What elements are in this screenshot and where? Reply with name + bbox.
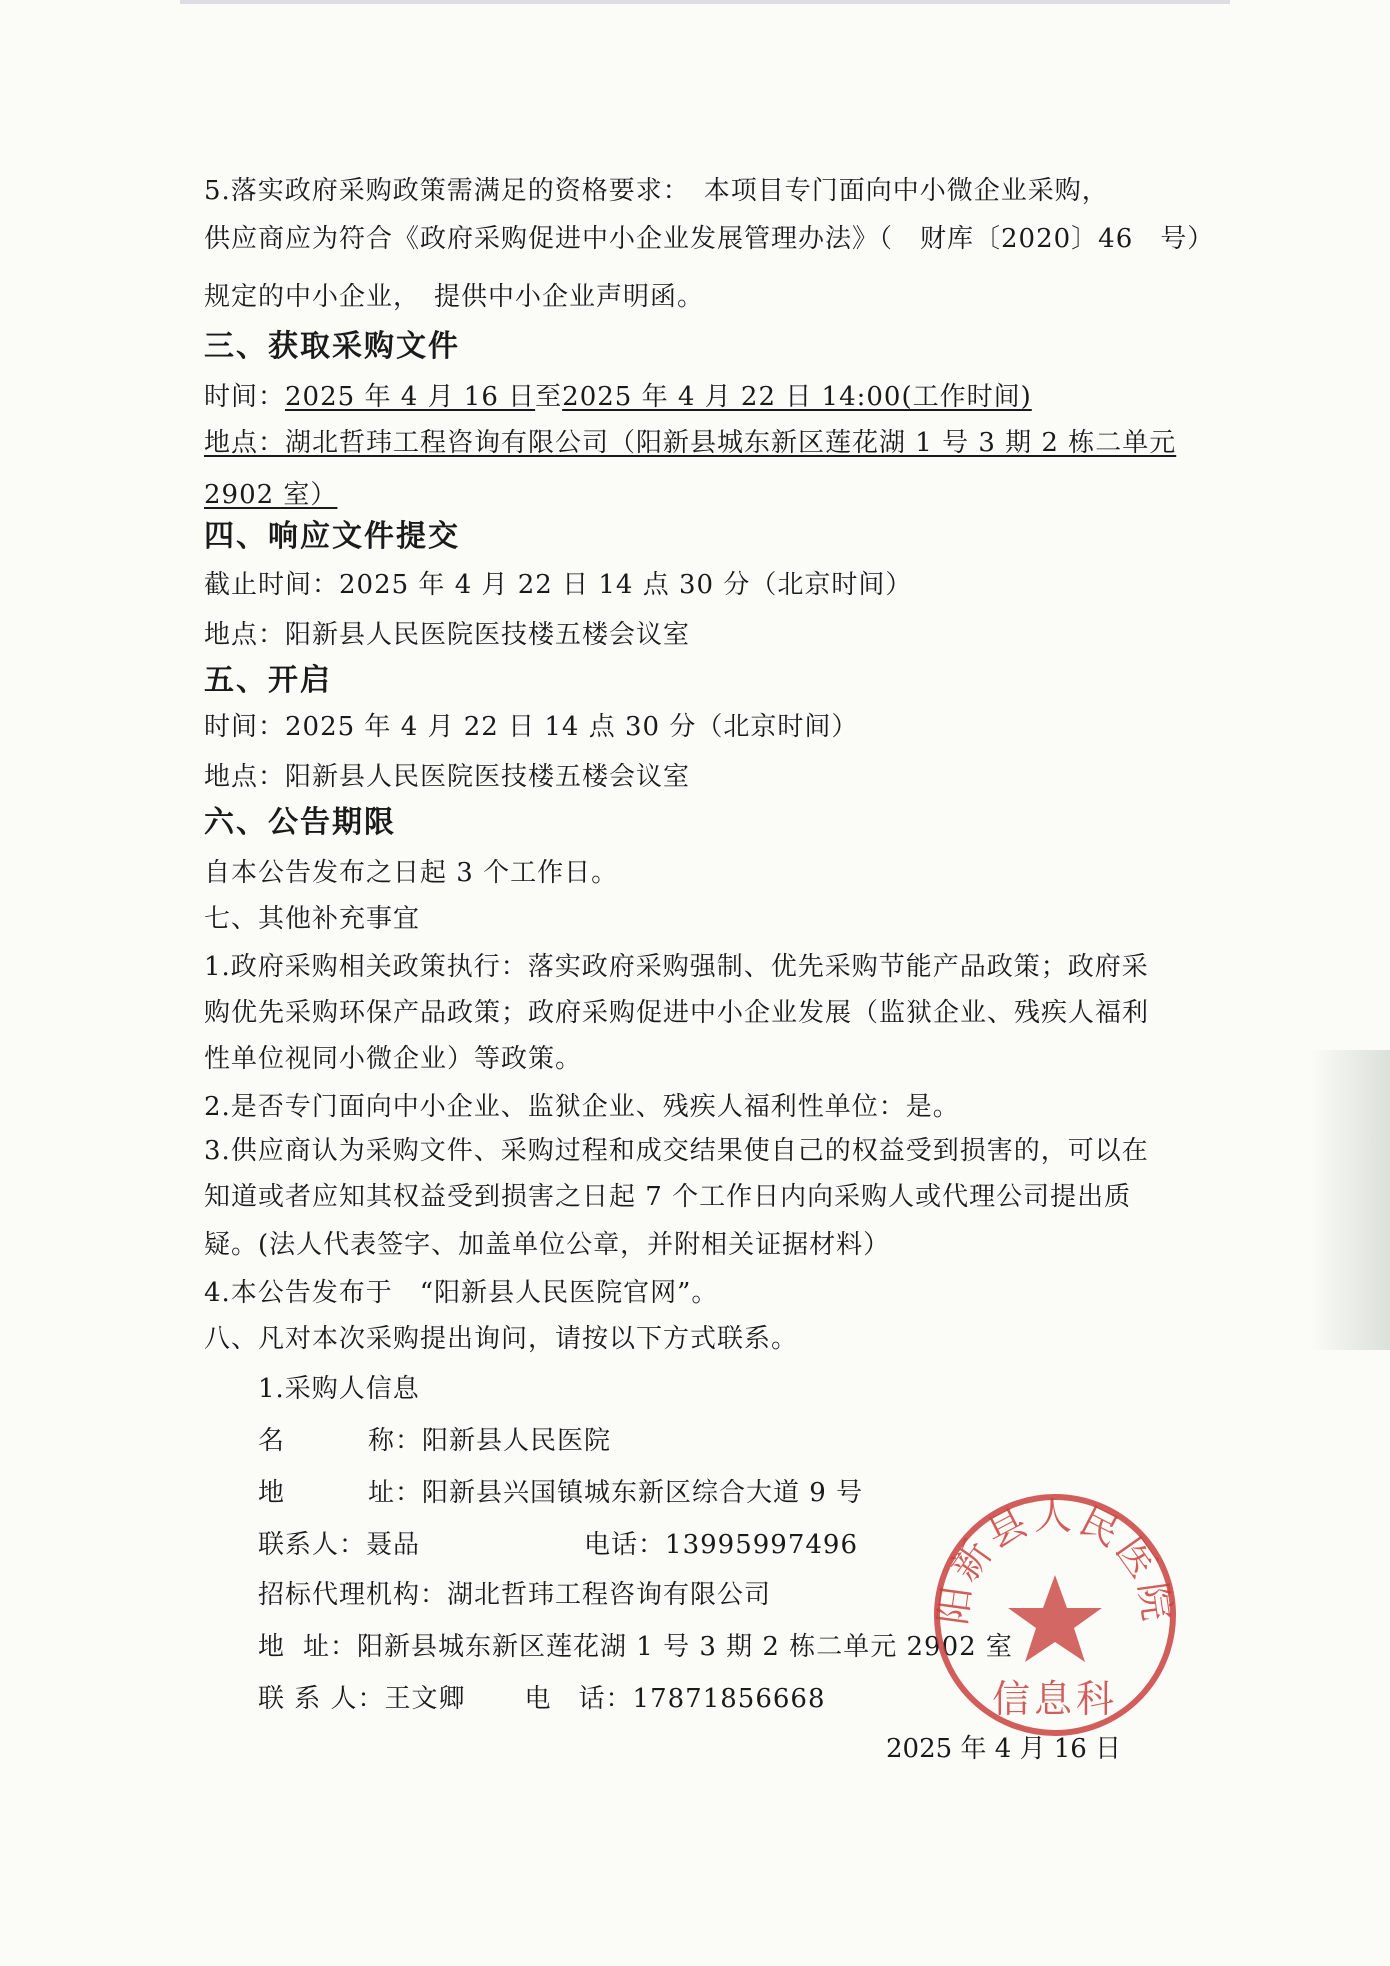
buyer-contact-value: 聂品 — [366, 1530, 421, 1560]
agency-phone-label: 电 话： — [524, 1684, 633, 1714]
document-date: 2025 年 4 月 16 日 — [886, 1734, 1122, 1764]
agency-contact-row — [258, 1682, 826, 1716]
section-4-title: 四、响应文件提交 — [204, 519, 460, 554]
sec7-p2: 2.是否专门面向中小企业、监狱企业、残疾人福利性单位：是。 — [204, 1092, 960, 1122]
buyer-phone-label: 电话： — [584, 1530, 666, 1560]
agency-row — [258, 1578, 771, 1612]
buyer-name-label-2: 称： — [368, 1426, 423, 1456]
sec7-p3-line-1: 3.供应商认为采购文件、采购过程和成交结果使自己的权益受到损害的，可以在 — [204, 1136, 1149, 1166]
section-8-title: 八、凡对本次采购提出询问，请按以下方式联系。 — [204, 1324, 799, 1354]
agency-address-value: 阳新县城东新区莲花湖 1 号 3 期 2 栋二单元 2902 室 — [357, 1632, 1013, 1662]
sec7-p3-line-3: 疑。(法人代表签字、加盖单位公章，并附相关证据材料） — [204, 1230, 891, 1260]
section-6-title: 六、公告期限 — [204, 805, 396, 840]
buyer-address-label-2: 址： — [368, 1478, 423, 1508]
sec3-time — [204, 380, 1032, 414]
agency-address-label-1: 地 — [258, 1632, 286, 1662]
seal-top-text-path: 阳新县人民医院 — [930, 1494, 1180, 1628]
buyer-name-label-1: 名 — [258, 1426, 286, 1456]
qualification-line-1: 5.落实政府采购政策需满足的资格要求： 本项目专门面向中小微企业采购， — [204, 176, 1109, 206]
buyer-info-title: 1.采购人信息 — [258, 1374, 420, 1404]
sec3-time-label: 时间： — [204, 382, 286, 412]
qualification-line-2: 供应商应为符合《政府采购促进中小企业发展管理办法》（ 财库〔2020〕46 号） — [204, 224, 1215, 254]
buyer-name-value: 阳新县人民医院 — [422, 1426, 612, 1456]
agency-value: 湖北哲玮工程咨询有限公司 — [447, 1580, 772, 1610]
sec3-time-start: 2025 年 4 月 16 日 — [285, 382, 536, 412]
buyer-contact-row — [258, 1528, 858, 1562]
buyer-address-row — [258, 1476, 863, 1510]
section-7-title: 七、其他补充事宜 — [204, 904, 421, 934]
sec5-place: 地点：阳新县人民医院医技楼五楼会议室 — [204, 762, 691, 792]
sec7-p1-line-3: 性单位视同小微企业）等政策。 — [204, 1044, 583, 1074]
sec5-time: 时间：2025 年 4 月 22 日 14 点 30 分（北京时间） — [204, 712, 859, 742]
buyer-address-label-1: 地 — [258, 1478, 286, 1508]
agency-address-row — [258, 1630, 1013, 1664]
sec3-time-to: 至 — [535, 382, 563, 412]
agency-phone-value: 17871856668 — [632, 1684, 826, 1714]
sec4-place: 地点：阳新县人民医院医技楼五楼会议室 — [204, 620, 691, 650]
buyer-phone-value: 13995997496 — [665, 1530, 858, 1560]
agency-address-label-2: 址： — [303, 1632, 358, 1662]
agency-label: 招标代理机构： — [258, 1580, 448, 1610]
sec7-p1-line-2: 购优先采购环保产品政策；政府采购促进中小企业发展（监狱企业、残疾人福利 — [204, 998, 1150, 1028]
qualification-line-3: 规定的中小企业， 提供中小企业声明函。 — [204, 282, 705, 312]
sec7-p4: 4.本公告发布于 “阳新县人民医院官网”。 — [204, 1278, 719, 1308]
sec3-place-line-2: 2902 室） — [204, 480, 338, 510]
seal-bottom-text: 信息科 — [991, 1677, 1119, 1721]
sec7-p3-line-2: 知道或者应知其权益受到损害之日起 7 个工作日内向采购人或代理公司提出质 — [204, 1182, 1132, 1212]
section-5-title: 五、开启 — [204, 663, 332, 698]
seal-star-icon — [1008, 1575, 1102, 1662]
official-seal-icon — [930, 1490, 1180, 1740]
sec7-p1-line-1: 1.政府采购相关政策执行：落实政府采购强制、优先采购节能产品政策；政府采 — [204, 952, 1149, 982]
agency-contact-value: 王文卿 — [384, 1684, 466, 1714]
sec3-time-end: 2025 年 4 月 22 日 14:00(工作时间) — [562, 382, 1032, 412]
scan-shadow — [1310, 1050, 1390, 1350]
sec6-text: 自本公告发布之日起 3 个工作日。 — [204, 858, 619, 888]
scan-edge — [180, 0, 1230, 4]
buyer-contact-label: 联系人： — [258, 1530, 367, 1560]
buyer-address-value: 阳新县兴国镇城东新区综合大道 9 号 — [422, 1478, 864, 1508]
agency-contact-label: 联 系 人： — [258, 1684, 385, 1714]
section-3-title: 三、获取采购文件 — [204, 329, 460, 364]
sec4-deadline: 截止时间：2025 年 4 月 22 日 14 点 30 分（北京时间） — [204, 570, 913, 600]
buyer-name-row — [258, 1424, 611, 1458]
sec3-place-line-1: 地点：湖北哲玮工程咨询有限公司（阳新县城东新区莲花湖 1 号 3 期 2 栋二单元 — [204, 428, 1177, 458]
